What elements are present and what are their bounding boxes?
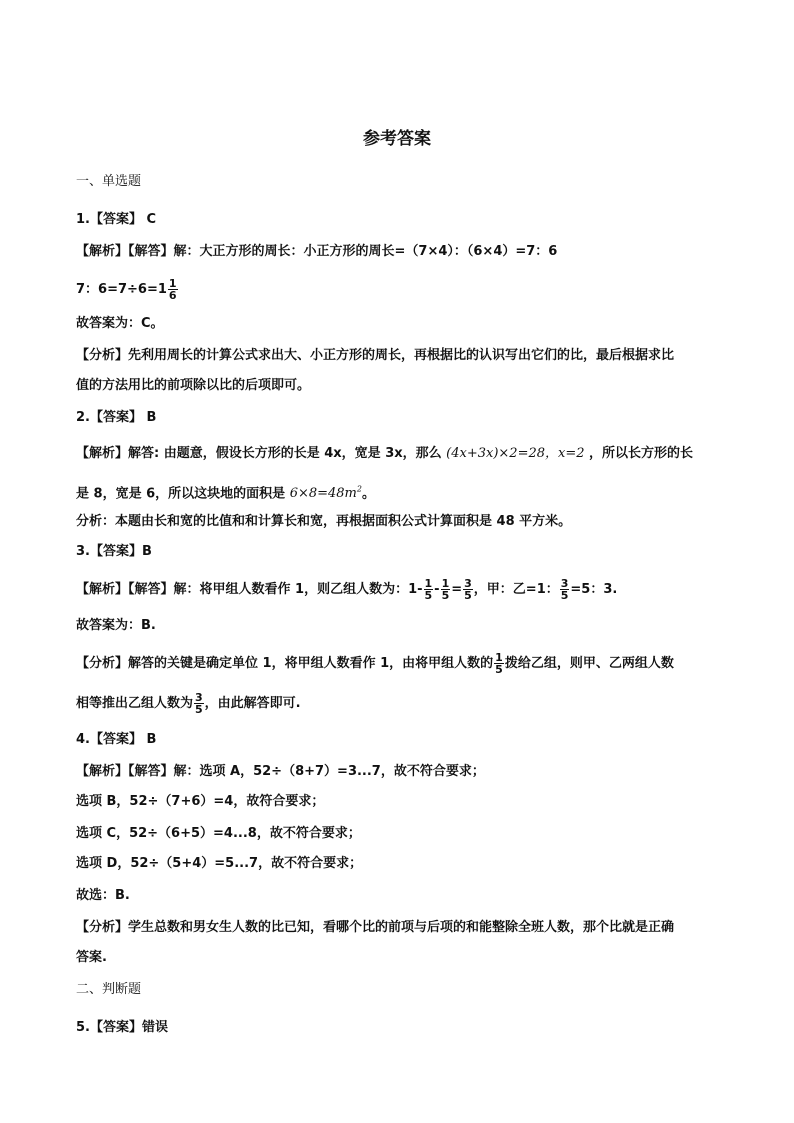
q3-fraction-5-numerator: 1 bbox=[495, 651, 503, 664]
q3-fraction-1-denominator: 5 bbox=[424, 589, 433, 602]
q3-line1-text: 【解析】【解答】解：将甲组人数看作 1，则乙组人数为：1- bbox=[76, 582, 423, 597]
q3-minus: - bbox=[434, 582, 440, 597]
q3-fraction-2 bbox=[441, 578, 451, 601]
q2-analysis-line-2 bbox=[76, 480, 375, 504]
q1-calc-text: 7：6=7÷6=1 bbox=[76, 282, 167, 297]
q3-analysis2-text: 相等推出乙组人数为 bbox=[76, 696, 194, 711]
page-title: 参考答案 bbox=[363, 129, 431, 149]
q3-analysis1-end: 拨给乙组，则甲、乙两组人数 bbox=[504, 656, 674, 671]
q4-option-c: 选项 C，52÷（6+5）=4...8，故不符合要求； bbox=[76, 826, 361, 841]
q2-equation: (4x+3x)×2=28，x=2 bbox=[446, 446, 585, 461]
q3-fraction-6-denominator: 5 bbox=[195, 703, 203, 716]
q3-answer: 3.【答案】B bbox=[76, 544, 152, 559]
q3-fraction-3-numerator: 3 bbox=[464, 577, 472, 590]
q3-ratio-text: ，甲：乙=1： bbox=[473, 582, 559, 597]
q3-analysis2-end: ，由此解答即可. bbox=[204, 696, 301, 711]
q3-fraction-5 bbox=[494, 652, 504, 675]
q2-line1-end: ，所以长方形的长 bbox=[589, 446, 694, 461]
q3-analysis-line bbox=[76, 578, 617, 601]
q3-analysis1-text: 【分析】解答的关键是确定单位 1，将甲组人数看作 1，由将甲组人数的 bbox=[76, 656, 494, 671]
q1-calculation bbox=[76, 278, 179, 301]
q3-fraction-4-numerator: 3 bbox=[560, 577, 569, 590]
section-heading-true-false: 二、判断题 bbox=[76, 982, 142, 997]
q2-analysis-line-1 bbox=[76, 444, 693, 464]
q3-fraction-2-numerator: 1 bbox=[441, 577, 450, 590]
q4-conclusion: 故选：B. bbox=[76, 888, 130, 903]
q3-analysis-line-1 bbox=[76, 652, 674, 675]
q1-answer: 1.【答案】 C bbox=[76, 212, 157, 227]
q3-fraction-6 bbox=[194, 692, 204, 715]
q1-fraction-denominator: 6 bbox=[168, 289, 177, 302]
q4-answer: 4.【答案】 B bbox=[76, 732, 157, 747]
q2-area-value: 6×8=48m bbox=[289, 486, 357, 502]
section-heading-single-choice: 一、单选题 bbox=[76, 174, 142, 189]
q4-option-b: 选项 B，52÷（7+6）=4，故符合要求； bbox=[76, 794, 325, 809]
q1-analysis-line-1: 【分析】先利用周长的计算公式求出大、小正方形的周长，再根据比的认识写出它们的比，最后根据求比 bbox=[76, 348, 675, 363]
q3-equals: = bbox=[451, 582, 463, 597]
q2-line2-end: 。 bbox=[361, 486, 375, 502]
q3-fraction-3-denominator: 5 bbox=[464, 589, 472, 602]
q3-fraction-3 bbox=[463, 578, 473, 601]
q2-area-formula bbox=[290, 486, 362, 501]
q2-area-exponent: 2 bbox=[356, 485, 362, 494]
q1-fraction bbox=[168, 278, 178, 301]
q3-fraction-4 bbox=[560, 578, 570, 601]
q4-option-d: 选项 D，52÷（5+4）=5...7，故不符合要求； bbox=[76, 856, 363, 871]
q3-ratio-result: =5：3. bbox=[570, 582, 618, 597]
q5-answer: 5.【答案】错误 bbox=[76, 1020, 168, 1035]
q1-analysis-line-2: 值的方法用比的前项除以比的后项即可。 bbox=[76, 378, 311, 393]
q3-fraction-1-numerator: 1 bbox=[424, 577, 433, 590]
q3-fraction-5-denominator: 5 bbox=[495, 663, 503, 676]
q1-fraction-numerator: 1 bbox=[168, 277, 177, 290]
q3-fraction-4-denominator: 5 bbox=[560, 589, 569, 602]
q4-analysis-line-1: 【分析】学生总数和男女生人数的比已知，看哪个比的前项与后项的和能整除全班人数，那个比就是正确 bbox=[76, 920, 675, 935]
q3-conclusion: 故答案为：B. bbox=[76, 618, 156, 633]
q4-analysis-line-2: 答案. bbox=[76, 950, 107, 965]
q3-analysis-line-2 bbox=[76, 692, 301, 715]
q2-analysis-summary: 分析：本题由长和宽的比值和和计算长和宽，再根据面积公式计算面积是 48 平方米。 bbox=[76, 514, 572, 529]
q2-answer: 2.【答案】 B bbox=[76, 410, 157, 425]
q3-fraction-6-numerator: 3 bbox=[195, 691, 203, 704]
q3-fraction-2-denominator: 5 bbox=[441, 589, 450, 602]
q2-line2-text: 是 8，宽是 6，所以这块地的面积是 bbox=[76, 486, 286, 502]
q3-fraction-1 bbox=[424, 578, 434, 601]
q1-conclusion: 故答案为：C。 bbox=[76, 316, 164, 331]
q4-option-a: 【解析】【解答】解：选项 A，52÷（8+7）=3...7，故不符合要求； bbox=[76, 764, 485, 779]
q2-line1-text: 【解析】解答: 由题意，假设长方形的长是 4x，宽是 3x，那么 bbox=[76, 446, 442, 461]
q1-analysis-line: 【解析】【解答】解：大正方形的周长：小正方形的周长=（7×4）：（6×4）=7：6 bbox=[76, 244, 558, 259]
